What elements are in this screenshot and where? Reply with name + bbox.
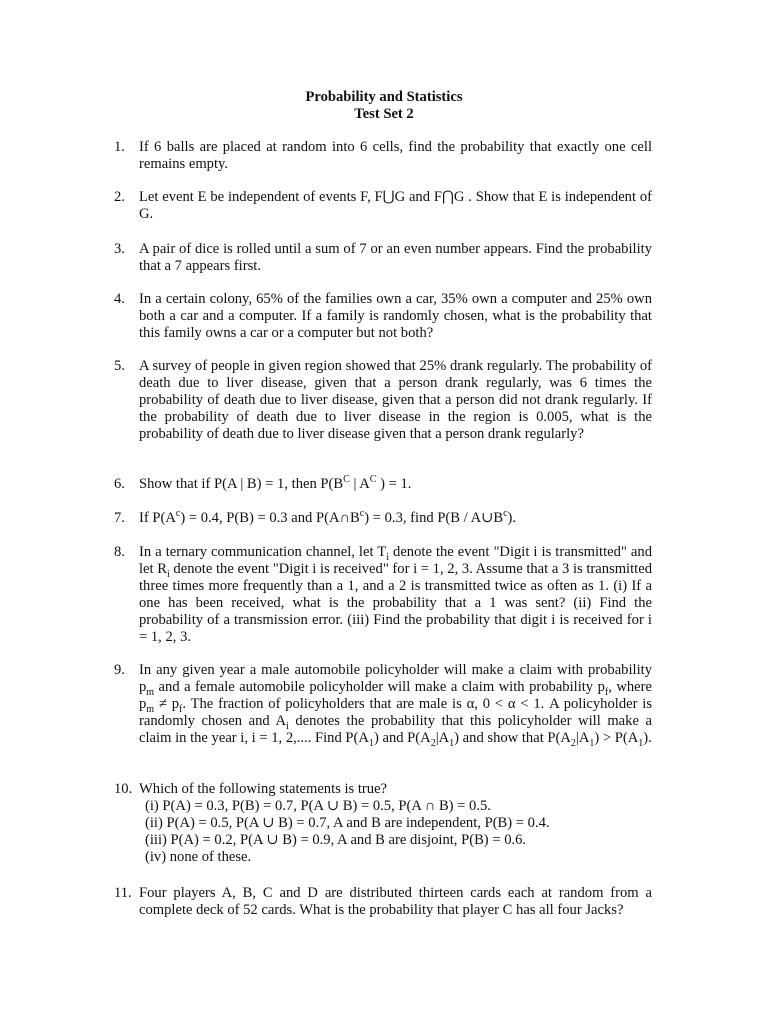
question-text: Let event E be independent of events F, F⋃G and F⋂G . Show that E is independent of G. (139, 189, 652, 222)
question-text: In a ternary communication channel, let $T_i$ denote the event "Digit i is transmitted" and let $R_i$ denote the event "Digit i is received" for i = 1, 2, 3. Assume that a 3 is transmitted three times more frequently than a 1, and a 2 is transmitted twice as often as 1. (i) If a one has been received, what is the probability that a 1 was sent? (ii) Find the probability of a transmission error. (iii) Find the probability that digit i is received for i = 1, 2, 3. (139, 544, 652, 645)
option-item: (i) P(A) = 0.3, P(B) = 0.7, P(A ∪ B) = 0.5, P(A ∩ B) = 0.5. (145, 798, 491, 814)
question-number: 9. (114, 662, 125, 678)
question-text: Which of the following statements is true? (139, 781, 388, 797)
question-1 (114, 139, 652, 173)
question-number: 6. (114, 476, 125, 492)
document-title: Probability and Statistics (305, 89, 463, 105)
option-item: (iv) none of these. (145, 849, 252, 865)
question-text: In a certain colony, 65% of the families own a car, 35% own a computer and 25% own both a car and a computer. If a family is randomly chosen, what is the probability that this family owns a car or a computer but not both? (139, 291, 652, 341)
question-number: 2. (114, 189, 125, 205)
question-3 (114, 241, 652, 275)
question-number: 11. (114, 885, 132, 901)
document-subtitle: Test Set 2 (354, 106, 414, 122)
question-text: A survey of people in given region showed that 25% drank regularly. The probability of death due to liver disease, given that a person drank regularly, was 6 times the probability of death due to liver disease, given that a person did not drank regularly. If the probability of death due to liver disease in the region is 0.005, what is the probability of death due to liver disease given that a person drank regularly? (139, 358, 652, 442)
question-number: 10. (114, 781, 133, 797)
question-number: 5. (114, 358, 125, 374)
question-number: 1. (114, 139, 125, 155)
question-5 (114, 358, 652, 443)
question-text: In any given year a male automobile policyholder will make a claim with probability $p_m$ and a female automobile policyholder will make a claim with probability $p_f$, where $p_m \ne p_f$. The fraction of policyholders that are male is α, 0 < α < 1. A policyholder is randomly chosen and $A_i$ denotes the probability that this policyholder will make a claim in the year i, i = 1, 2,.... Find $P(A_1)$ and $P(A_2|A_1)$ and show that $P(A_2|A_1) > P(A_1)$. (139, 662, 653, 749)
question-7 (114, 510, 652, 527)
question-text: Four players A, B, C and D are distributed thirteen cards each at random from a complete deck of 52 cards. What is the probability that player C has all four Jacks? (139, 885, 652, 918)
options-list (145, 798, 652, 866)
question-number: 4. (114, 291, 125, 307)
question-2 (114, 189, 652, 223)
option-item: (ii) P(A) = 0.5, P(A ∪ B) = 0.7, A and B are independent, P(B) = 0.4. (145, 815, 550, 831)
question-text: If 6 balls are placed at random into 6 cells, find the probability that exactly one cell remains empty. (139, 139, 652, 172)
question-8 (114, 544, 652, 646)
option-item: (iii) P(A) = 0.2, P(A ∪ B) = 0.9, A and B are disjoint, P(B) = 0.6. (145, 832, 527, 848)
question-number: 7. (114, 510, 125, 526)
question-10 (114, 781, 652, 866)
question-9 (114, 662, 652, 747)
question-number: 3. (114, 241, 125, 257)
question-text: If $P(A^c) = 0.4$, P(B) = 0.3 and $P(A\cap B^c) = 0.3$, find $P(B / A\cup B^c)$. (139, 508, 517, 526)
question-4 (114, 291, 652, 342)
question-11 (114, 885, 652, 919)
question-6 (114, 476, 652, 493)
question-text: A pair of dice is rolled until a sum of 7 or an even number appears. Find the probability that a 7 appears first. (139, 241, 652, 274)
question-text: Show that if P(A | B) = 1, then $P(B^C$ | $A^C$ ) = 1. (139, 474, 412, 492)
question-number: 8. (114, 544, 125, 560)
